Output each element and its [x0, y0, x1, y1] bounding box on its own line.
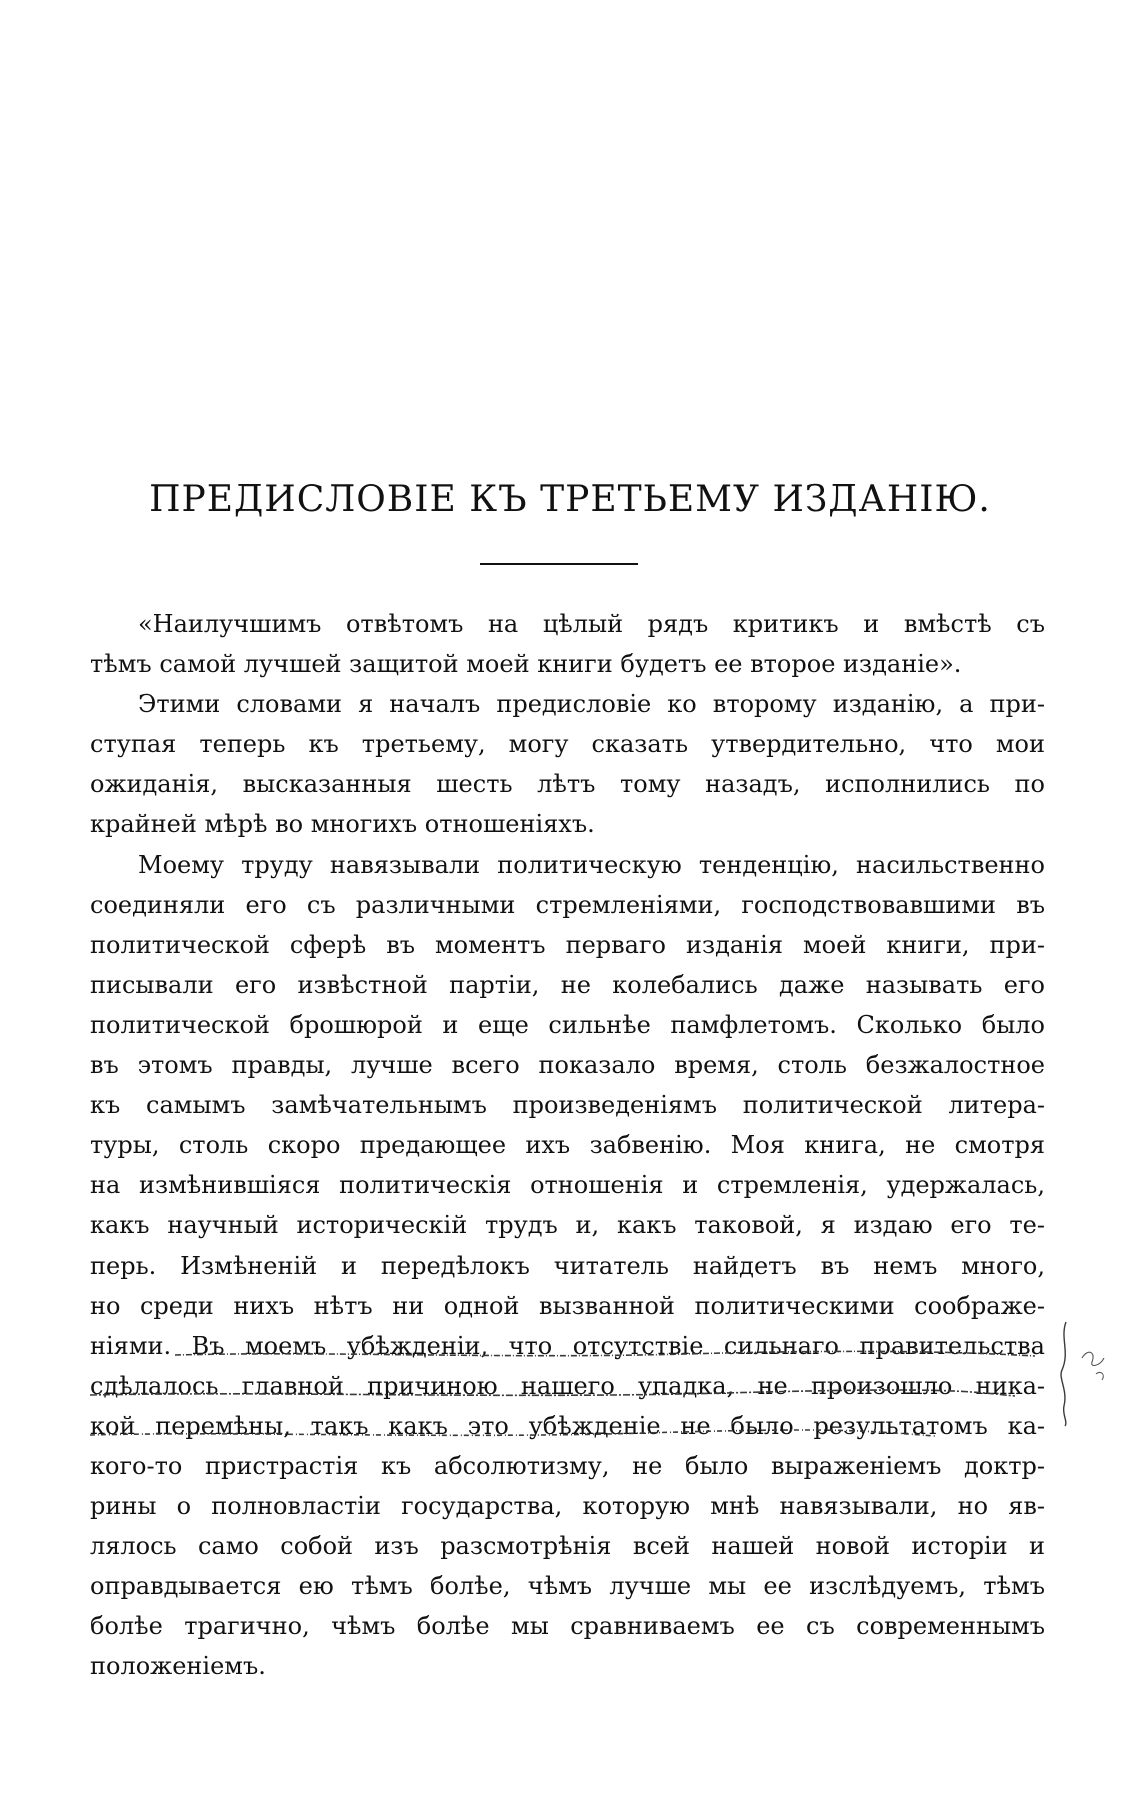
- text-line: ніями. Въ моемъ убѣжденіи, что отсутствіе сильнаго правительства: [90, 1331, 1045, 1360]
- text-line: ступая теперь къ третьему, могу сказать утвердительно, что мои: [90, 730, 1045, 759]
- text-line: писывали его извѣстной партіи, не колебались даже называть его: [90, 970, 1045, 999]
- text-line: туры, столь скоро предающее ихъ забвенію. Моя книга, не смотря: [90, 1131, 1045, 1160]
- text-line: тѣмъ самой лучшей защитой моей книги будетъ ее второе изданіе».: [90, 650, 962, 679]
- text-line: сдѣлалось главной причиною нашего упадка, не произошло ника-: [90, 1371, 1045, 1400]
- text-line: «Наилучшимъ отвѣтомъ на цѣлый рядъ критикъ и вмѣстѣ съ: [138, 610, 1045, 638]
- scribble-stroke: [1082, 1352, 1104, 1380]
- text-line: политической сферѣ въ моментъ перваго изданія моей книги, при-: [90, 930, 1045, 959]
- page-title: ПРЕДИСЛОВІЕ КЪ ТРЕТЬЕМУ ИЗДАНІЮ.: [149, 479, 991, 520]
- text-line: перь. Измѣненій и передѣлокъ читатель найдетъ въ немъ много,: [90, 1251, 1045, 1280]
- title-divider: [480, 563, 638, 565]
- text-line: лялось само собой изъ разсмотрѣнія всей нашей новой исторіи и: [90, 1532, 1045, 1561]
- bracket-stroke: [1061, 1322, 1066, 1426]
- text-line: кой перемѣны, такъ какъ это убѣжденіе не было результатомъ ка-: [90, 1411, 1045, 1440]
- text-line: какъ научный историческій трудъ и, какъ таковой, я издаю его те-: [90, 1211, 1045, 1240]
- text-line: но среди нихъ нѣтъ ни одной вызванной политическими соображе-: [90, 1291, 1045, 1320]
- text-line: въ этомъ правды, лучше всего показало время, столь безжалостное: [90, 1051, 1045, 1080]
- text-line: Моему труду навязывали политическую тенденцію, насильственно: [138, 850, 1045, 879]
- text-line: рины о полновластіи государства, которую мнѣ навязывали, но яв-: [90, 1492, 1045, 1521]
- text-line: ожиданія, высказанныя шесть лѣтъ тому назадъ, исполнились по: [90, 770, 1045, 799]
- text-line: крайней мѣрѣ во многихъ отношеніяхъ.: [90, 810, 595, 839]
- text-line: кого-то пристрастія къ абсолютизму, не было выраженіемъ доктр-: [90, 1451, 1045, 1480]
- text-line: положеніемъ.: [90, 1652, 266, 1681]
- body-text: [90, 604, 1045, 1687]
- text-line: оправдывается ею тѣмъ болѣе, чѣмъ лучше мы ее изслѣдуемъ, тѣмъ: [90, 1572, 1045, 1601]
- margin-bracket-mark: [1052, 1318, 1112, 1428]
- text-line: соединяли его съ различными стремленіями, господствовавшими въ: [90, 890, 1045, 919]
- text-line: болѣе трагично, чѣмъ болѣе мы сравниваемъ ее съ современнымъ: [90, 1612, 1045, 1641]
- text-line: на измѣнившіяся политическія отношенія и стремленія, удержалась,: [90, 1171, 1045, 1200]
- text-line: политической брошюрой и еще сильнѣе памфлетомъ. Сколько было: [90, 1010, 1045, 1039]
- text-line: Этими словами я началъ предисловіе ко второму изданію, а при-: [138, 690, 1045, 719]
- text-line: къ самымъ замѣчательнымъ произведеніямъ политической литера-: [90, 1091, 1045, 1120]
